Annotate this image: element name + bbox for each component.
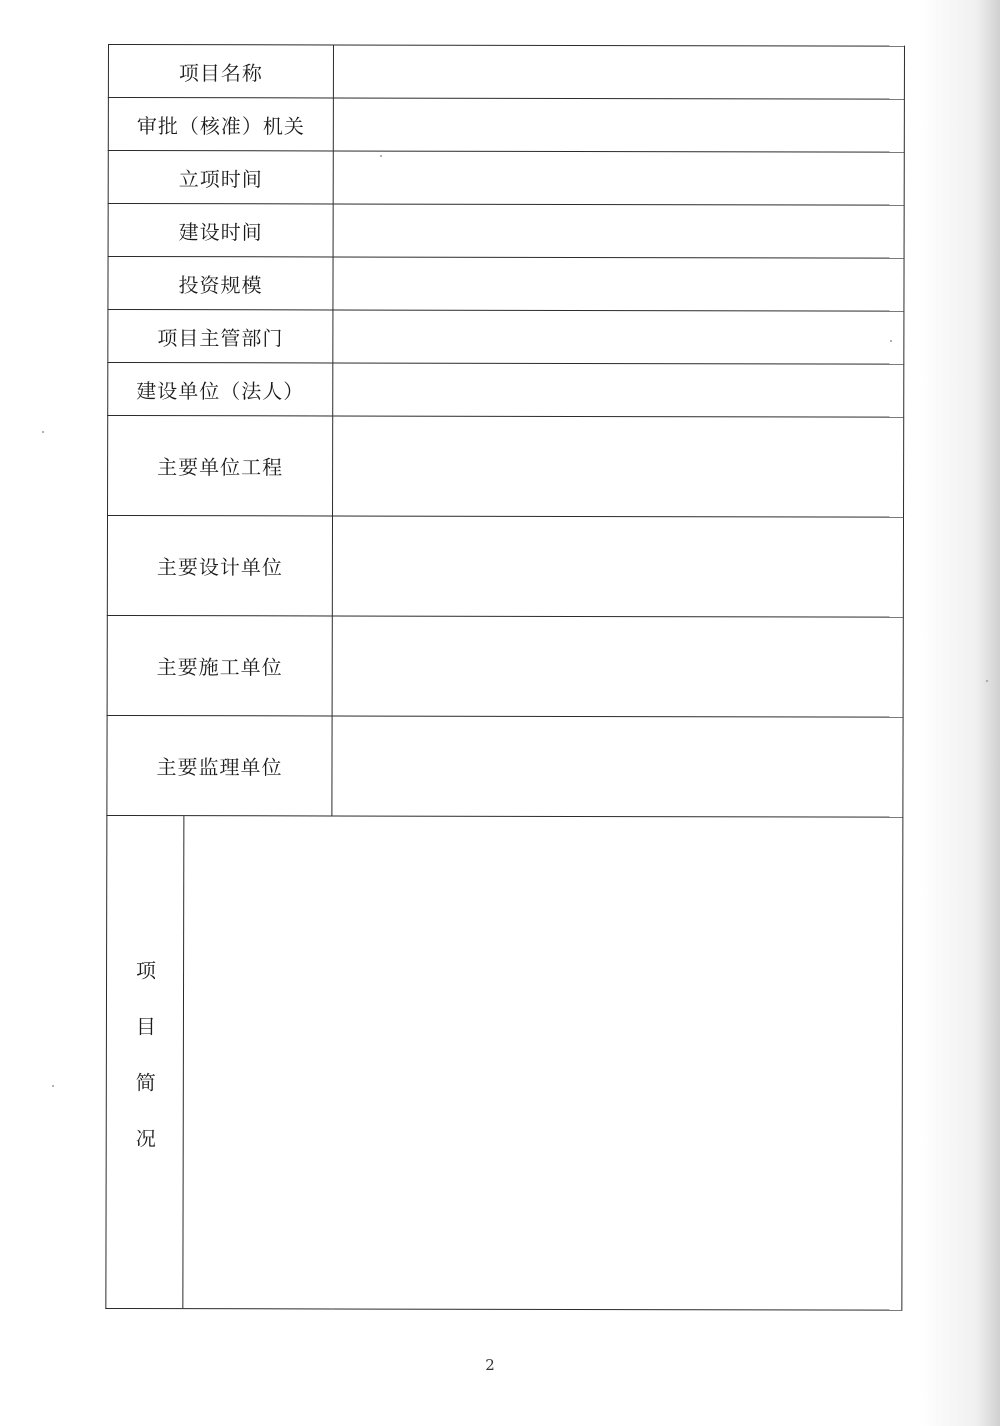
main-supervision-unit-label: 主要监理单位 bbox=[107, 715, 332, 815]
main-supervision-unit-field[interactable] bbox=[332, 716, 903, 817]
project-name-label: 项目名称 bbox=[108, 45, 333, 98]
table-row bbox=[108, 416, 904, 518]
table-row bbox=[106, 815, 903, 1310]
main-design-unit-field[interactable] bbox=[332, 516, 903, 617]
construction-time-label: 建设时间 bbox=[108, 204, 333, 257]
project-info-form bbox=[105, 44, 904, 1308]
competent-department-field[interactable] bbox=[333, 310, 904, 364]
main-design-unit-label: 主要设计单位 bbox=[107, 516, 332, 616]
scan-speck bbox=[890, 340, 892, 342]
competent-department-label: 项目主管部门 bbox=[108, 310, 333, 363]
main-contractor-label: 主要施工单位 bbox=[107, 615, 332, 715]
table-row bbox=[107, 516, 903, 618]
table-row bbox=[108, 310, 904, 365]
approval-authority-label: 审批（核准）机关 bbox=[108, 98, 333, 151]
project-info-table bbox=[105, 44, 905, 1311]
page-number: 2 bbox=[485, 1356, 495, 1374]
scan-speck bbox=[52, 1085, 54, 1087]
scanned-page-edge-shadow bbox=[920, 0, 1000, 1426]
main-unit-works-label: 主要单位工程 bbox=[108, 416, 333, 516]
project-summary-cell bbox=[106, 815, 903, 1310]
investment-scale-label: 投资规模 bbox=[108, 257, 333, 310]
project-approval-time-label: 立项时间 bbox=[108, 151, 333, 204]
approval-authority-field[interactable] bbox=[333, 98, 904, 152]
project-name-field[interactable] bbox=[333, 45, 904, 99]
table-row bbox=[108, 257, 904, 312]
project-summary-field[interactable] bbox=[183, 816, 902, 1310]
main-contractor-field[interactable] bbox=[332, 616, 903, 717]
table-row bbox=[108, 45, 904, 100]
table-row bbox=[108, 151, 904, 206]
scan-speck bbox=[380, 155, 382, 157]
table-row bbox=[108, 363, 904, 418]
project-summary-label: 项目简况 bbox=[132, 960, 157, 1185]
project-summary-section bbox=[106, 816, 902, 1310]
main-unit-works-field[interactable] bbox=[333, 416, 904, 517]
investment-scale-field[interactable] bbox=[333, 257, 904, 311]
project-summary-label-cell bbox=[106, 816, 184, 1308]
table-row bbox=[107, 615, 903, 717]
scan-speck bbox=[42, 431, 44, 433]
construction-time-field[interactable] bbox=[333, 204, 904, 258]
project-approval-time-field[interactable] bbox=[333, 151, 904, 205]
table-row bbox=[107, 715, 903, 817]
table-row bbox=[108, 98, 904, 153]
scan-speck bbox=[986, 680, 988, 682]
table-row bbox=[108, 204, 904, 259]
construction-unit-field[interactable] bbox=[333, 363, 904, 417]
construction-unit-label: 建设单位（法人） bbox=[108, 363, 333, 416]
